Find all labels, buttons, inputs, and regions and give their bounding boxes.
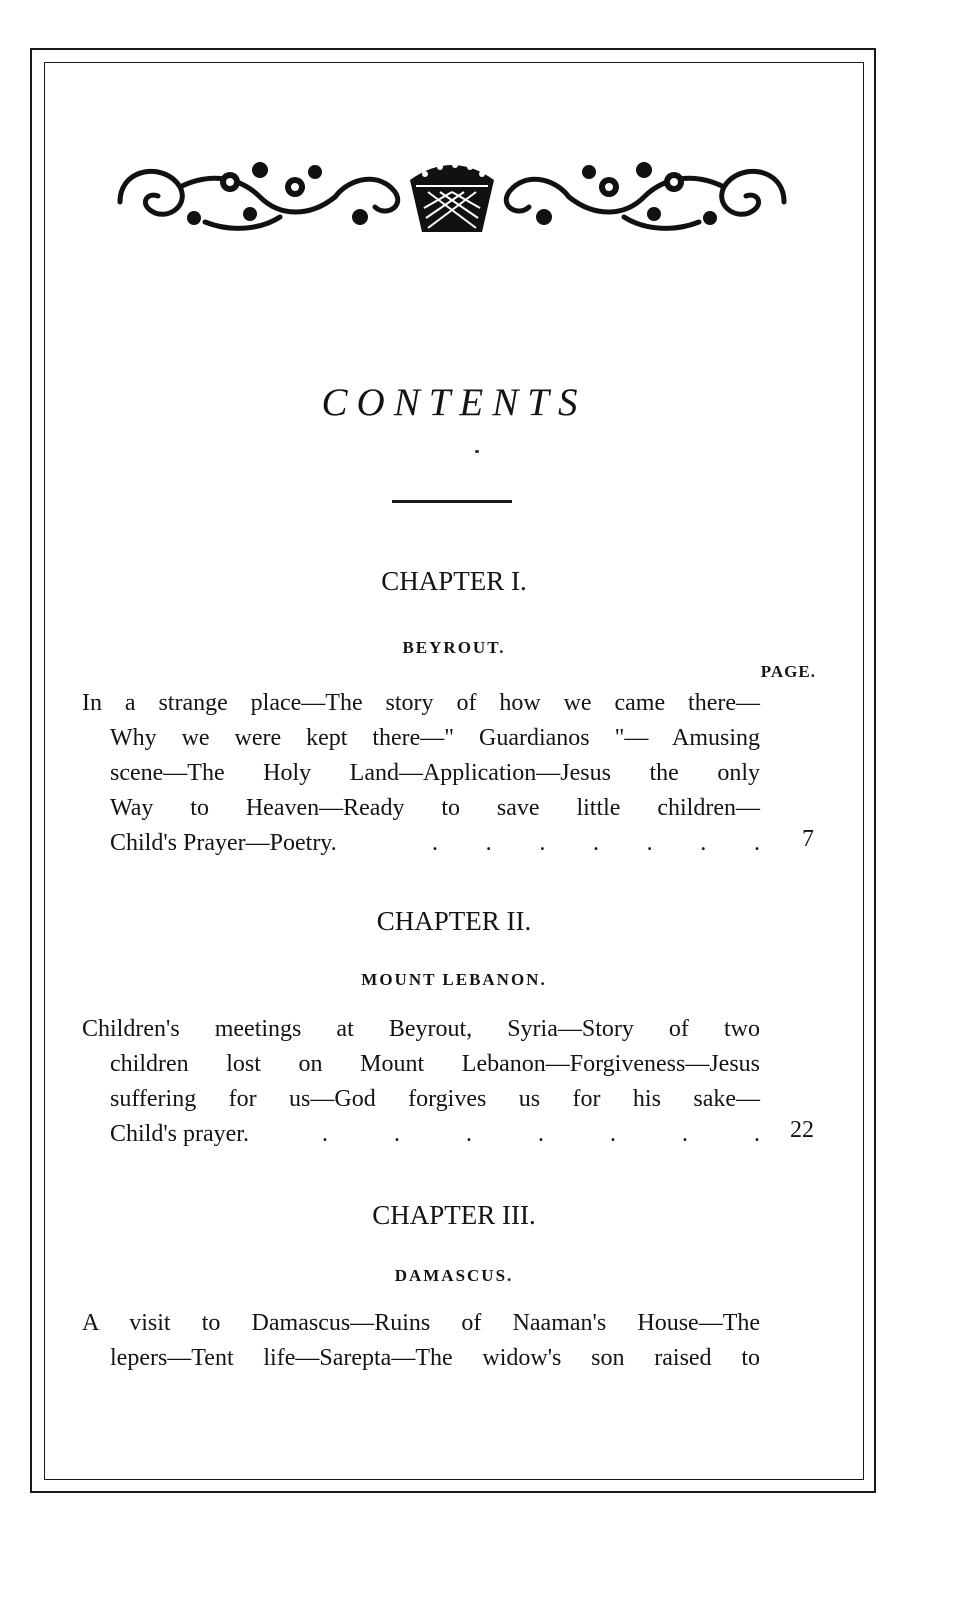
chapter-subtitle: MOUNT LEBANON. [361, 970, 547, 989]
dot-leaders: . . . . . . . [322, 1121, 760, 1147]
chapter-heading: CHAPTER II. [376, 906, 532, 936]
summary-line: suffering for us—God forgives us for his sake— [110, 1086, 760, 1112]
chapter-subtitle: BEYROUT. [402, 638, 506, 657]
summary-line: children lost on Mount Lebanon—Forgiveness—Jesus [110, 1051, 760, 1077]
title-rule [392, 500, 512, 503]
stray-dot [475, 450, 479, 453]
summary-line: Why we were kept there—" Guardianos "— Amusing [110, 725, 760, 751]
summary-line: lepers—Tent life—Sarepta—The widow's son raised to [110, 1345, 760, 1371]
summary-line-last [82, 826, 760, 861]
summary-line: In a strange place—The story of how we came there— [82, 690, 760, 716]
dot-leaders: . . . . . . . [432, 830, 760, 856]
chapter-heading: CHAPTER III. [372, 1200, 536, 1230]
chapter-subtitle: DAMASCUS. [394, 1266, 514, 1285]
page-title: CONTENTS [321, 381, 587, 424]
summary-line: A visit to Damascus—Ruins of Naaman's House—The [82, 1310, 760, 1336]
chapter-summary [82, 1306, 760, 1376]
summary-line: Way to Heaven—Ready to save little children— [110, 795, 760, 821]
summary-line-text: Child's Prayer—Poetry. [110, 830, 337, 856]
chapter-heading: CHAPTER I. [381, 566, 527, 596]
summary-line-last [82, 1117, 760, 1152]
chapter-summary [82, 686, 760, 861]
chapter-summary [82, 1012, 760, 1152]
summary-line-text: Child's prayer. [110, 1121, 249, 1147]
summary-line: Children's meetings at Beyrout, Syria—Story of two [82, 1016, 760, 1042]
page-number: 7 [802, 826, 814, 852]
summary-line: scene—The Holy Land—Application—Jesus the only [110, 760, 760, 786]
page-column-heading: PAGE. [760, 662, 816, 681]
page-number: 22 [790, 1117, 814, 1143]
floral-ornament-icon [110, 152, 794, 240]
